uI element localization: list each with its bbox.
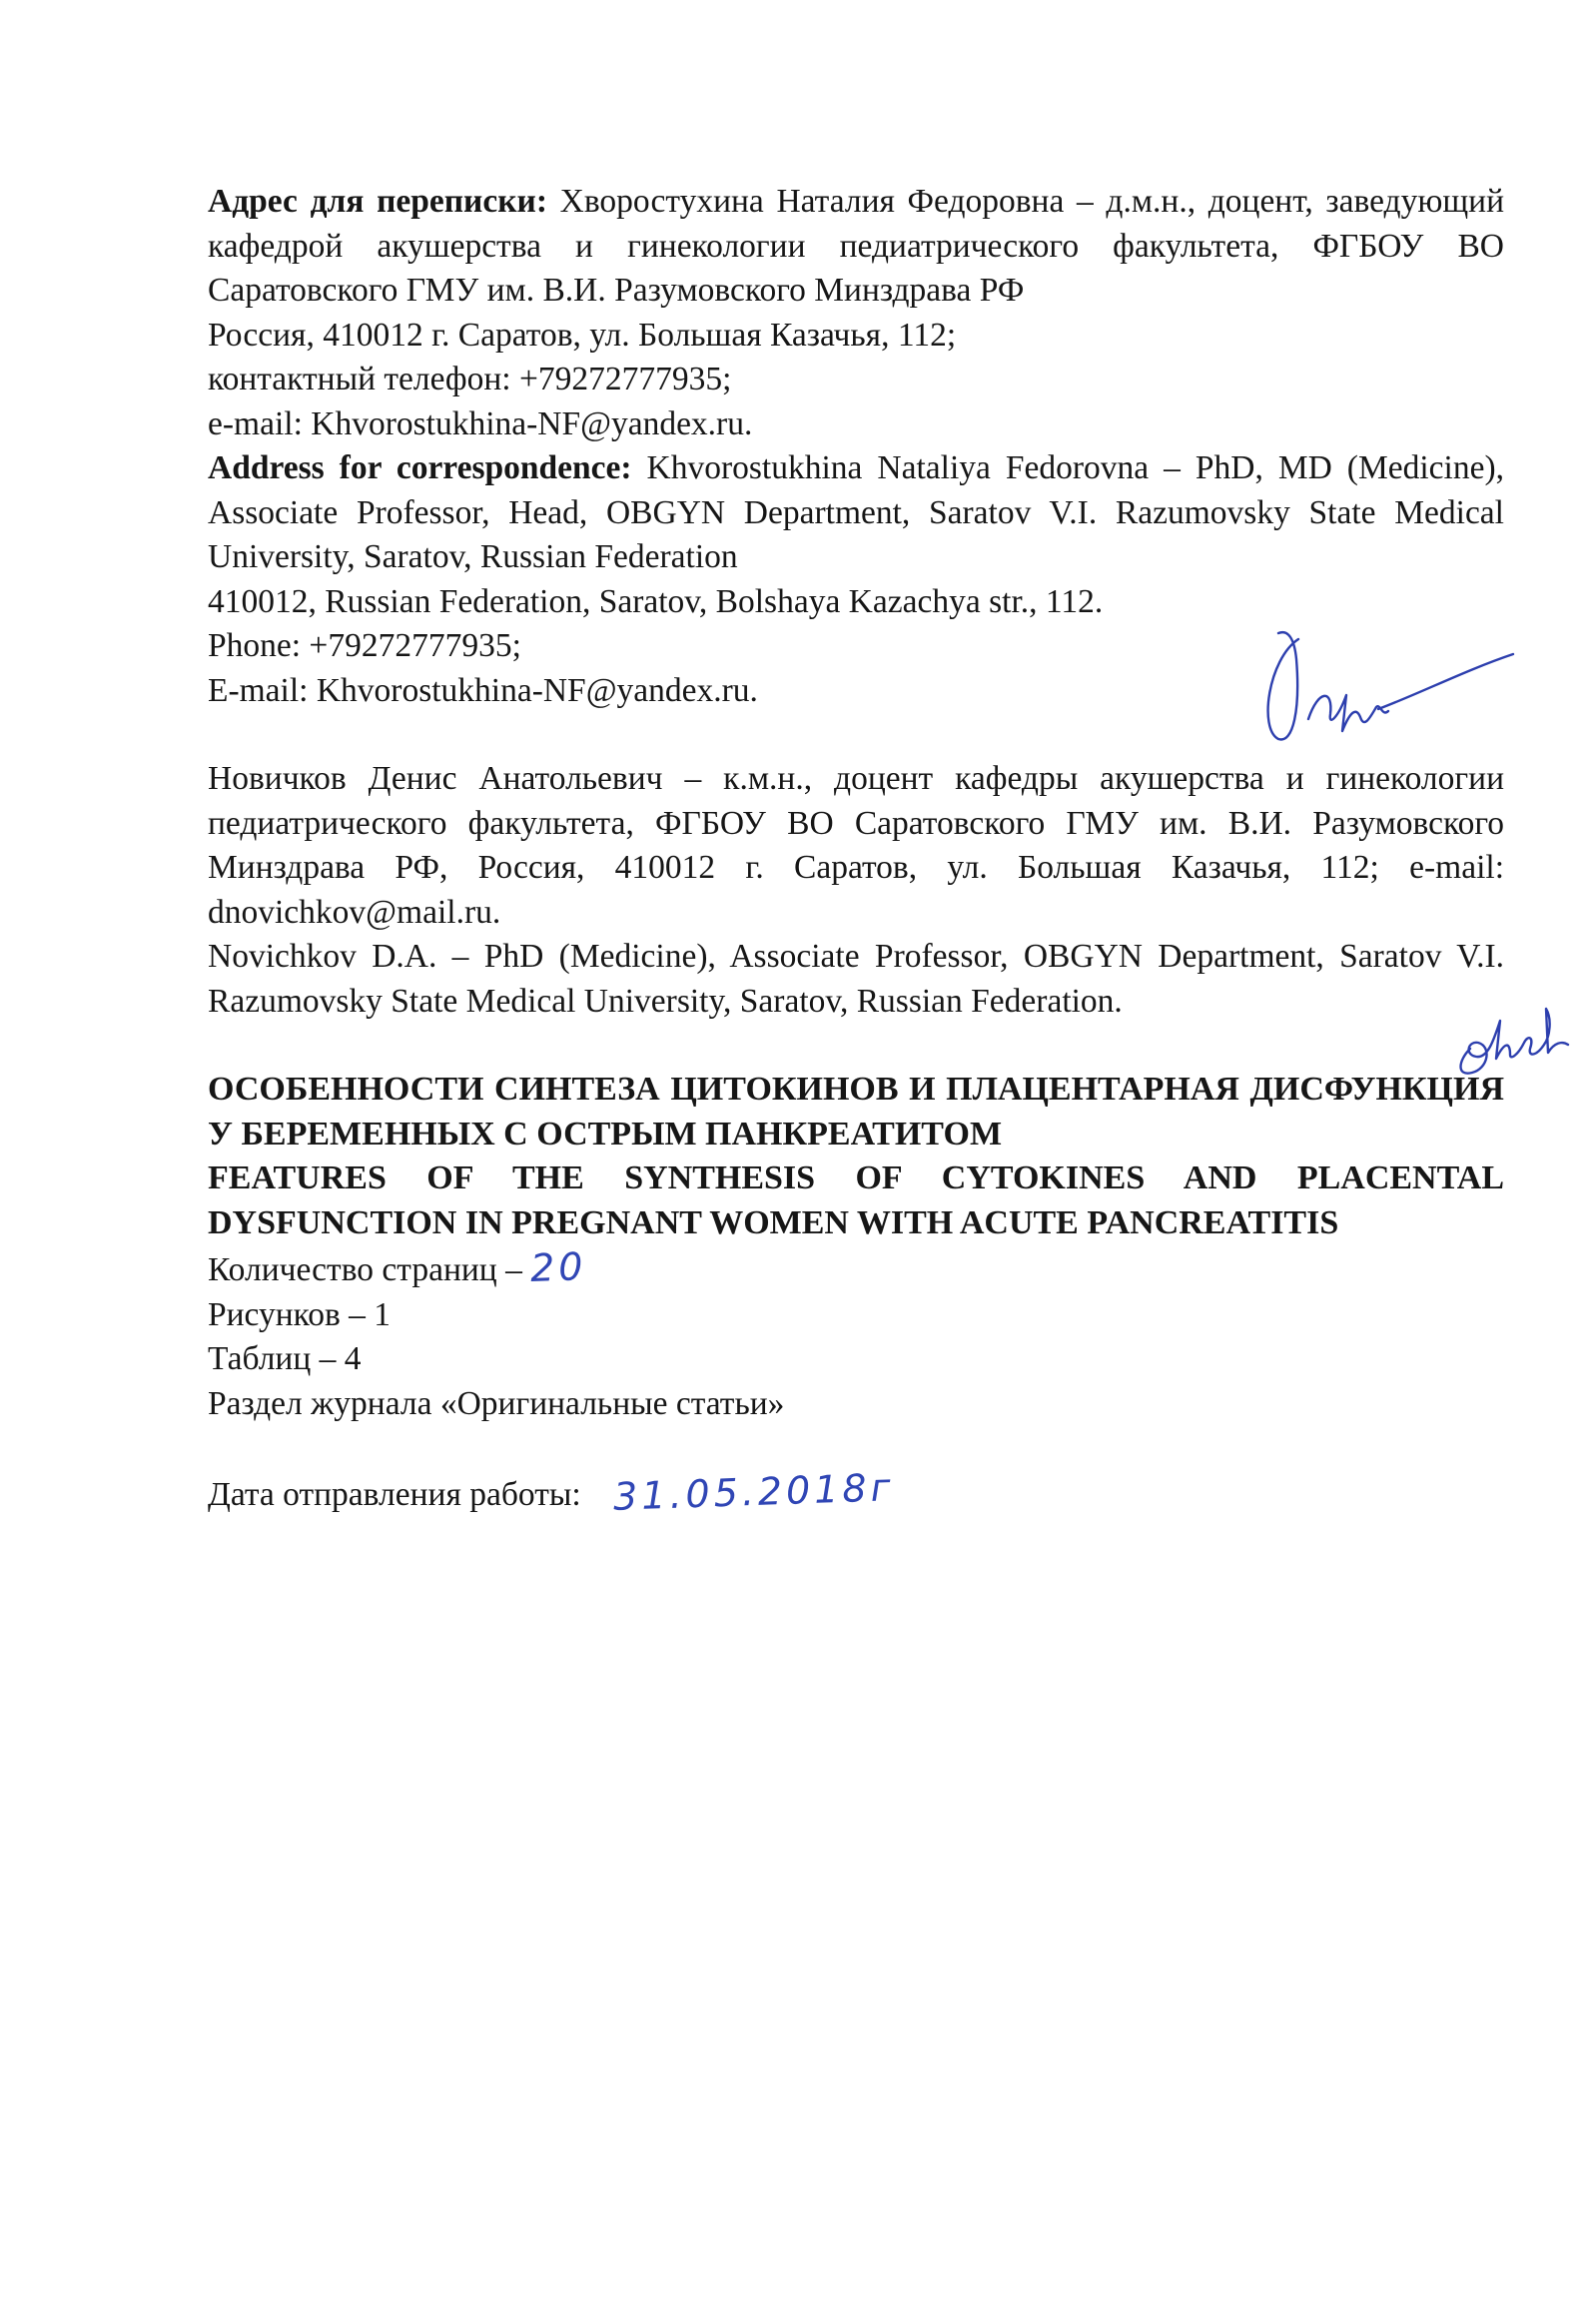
submission-date-label: Дата отправления работы: (208, 1476, 581, 1513)
document-body (208, 180, 1504, 1518)
table-count: Таблиц – 4 (208, 1340, 362, 1377)
author1-ru-phone: контактный телефон: +79272777935; (208, 361, 732, 397)
spacer (208, 1426, 1504, 1470)
author1-ru-email: e-mail: Khvorostukhina-NF@yandex.ru. (208, 404, 753, 442)
article-title-ru: ОСОБЕННОСТИ СИНТЕЗА ЦИТОКИНОВ И ПЛАЦЕНТАРНАЯ ДИСФУНКЦИЯ У БЕРЕМЕННЫХ С ОСТРЫМ ПАНКРЕАТИТОМ (208, 1071, 1504, 1152)
author2-block (208, 757, 1504, 1024)
author1-en-email: E-mail: Khvorostukhina-NF@yandex.ru. (208, 671, 758, 709)
en-correspondence-label: Address for correspondence: (208, 449, 632, 486)
author2-ru-text: Новичков Денис Анатольевич – к.м.н., доцент кафедры акушерства и гинекологии педиатрического факультета, ФГБОУ ВО Саратовского ГМУ им. В.И. Разумовского Минздрава РФ, Россия, 410012 г. Саратов, ул. Большая Казачья, 112; e-mail: dnovichkov@mail.ru. (208, 760, 1504, 931)
author1-en-address: 410012, Russian Federation, Saratov, Bolshaya Kazachya str., 112. (208, 582, 1104, 620)
article-title-block (208, 1068, 1504, 1245)
author1-en-paragraph (208, 446, 1504, 580)
page-count-line (208, 1245, 1504, 1293)
journal-section: Раздел журнала «Оригинальные статьи» (208, 1384, 785, 1422)
page-count-label: Количество страниц – (208, 1251, 522, 1288)
author1-ru-address: Россия, 410012 г. Саратов, ул. Большая Казачья, 112; (208, 316, 957, 354)
spacer (208, 1024, 1504, 1068)
ru-correspondence-label: Адрес для переписки: (208, 183, 547, 220)
figure-count: Рисунков – 1 (208, 1295, 392, 1333)
signature-author1 (1238, 599, 1518, 759)
article-title-en: FEATURES OF THE SYNTHESIS OF CYTOKINES AND PLACENTAL DYSFUNCTION IN PREGNANT WOMEN WITH ACUTE PANCREATITIS (208, 1159, 1504, 1241)
author1-ru-text: Хворостухина Наталия Федоровна – д.м.н., доцент, заведующий кафедрой акушерства и гинекологии педиатрического факультета, ФГБОУ ВО Саратовского ГМУ им. В.И. Разумовского Минздрава РФ (208, 183, 1505, 309)
submission-date-line (208, 1465, 1504, 1519)
author1-en-text: Khvorostukhina Nataliya Fedorovna – PhD, MD (Medicine), Associate Professor, Head, OBGYN Department, Saratov V.I. Razumovsky State Medical University, Saratov, Russian Federation (208, 449, 1504, 575)
article-meta (208, 1245, 1504, 1518)
author1-en-phone: Phone: +79272777935; (208, 627, 521, 664)
author2-en-text: Novichkov D.A. – PhD (Medicine), Associate Professor, OBGYN Department, Saratov V.I. Razumovsky State Medical University, Saratov, Russian Federation. (208, 938, 1504, 1020)
author1-ru-paragraph (208, 180, 1504, 314)
page-count-handwritten: 20 (529, 1244, 588, 1290)
submission-date-handwritten: 31.05.2018г (612, 1465, 896, 1519)
signature-author2 (1448, 999, 1578, 1079)
